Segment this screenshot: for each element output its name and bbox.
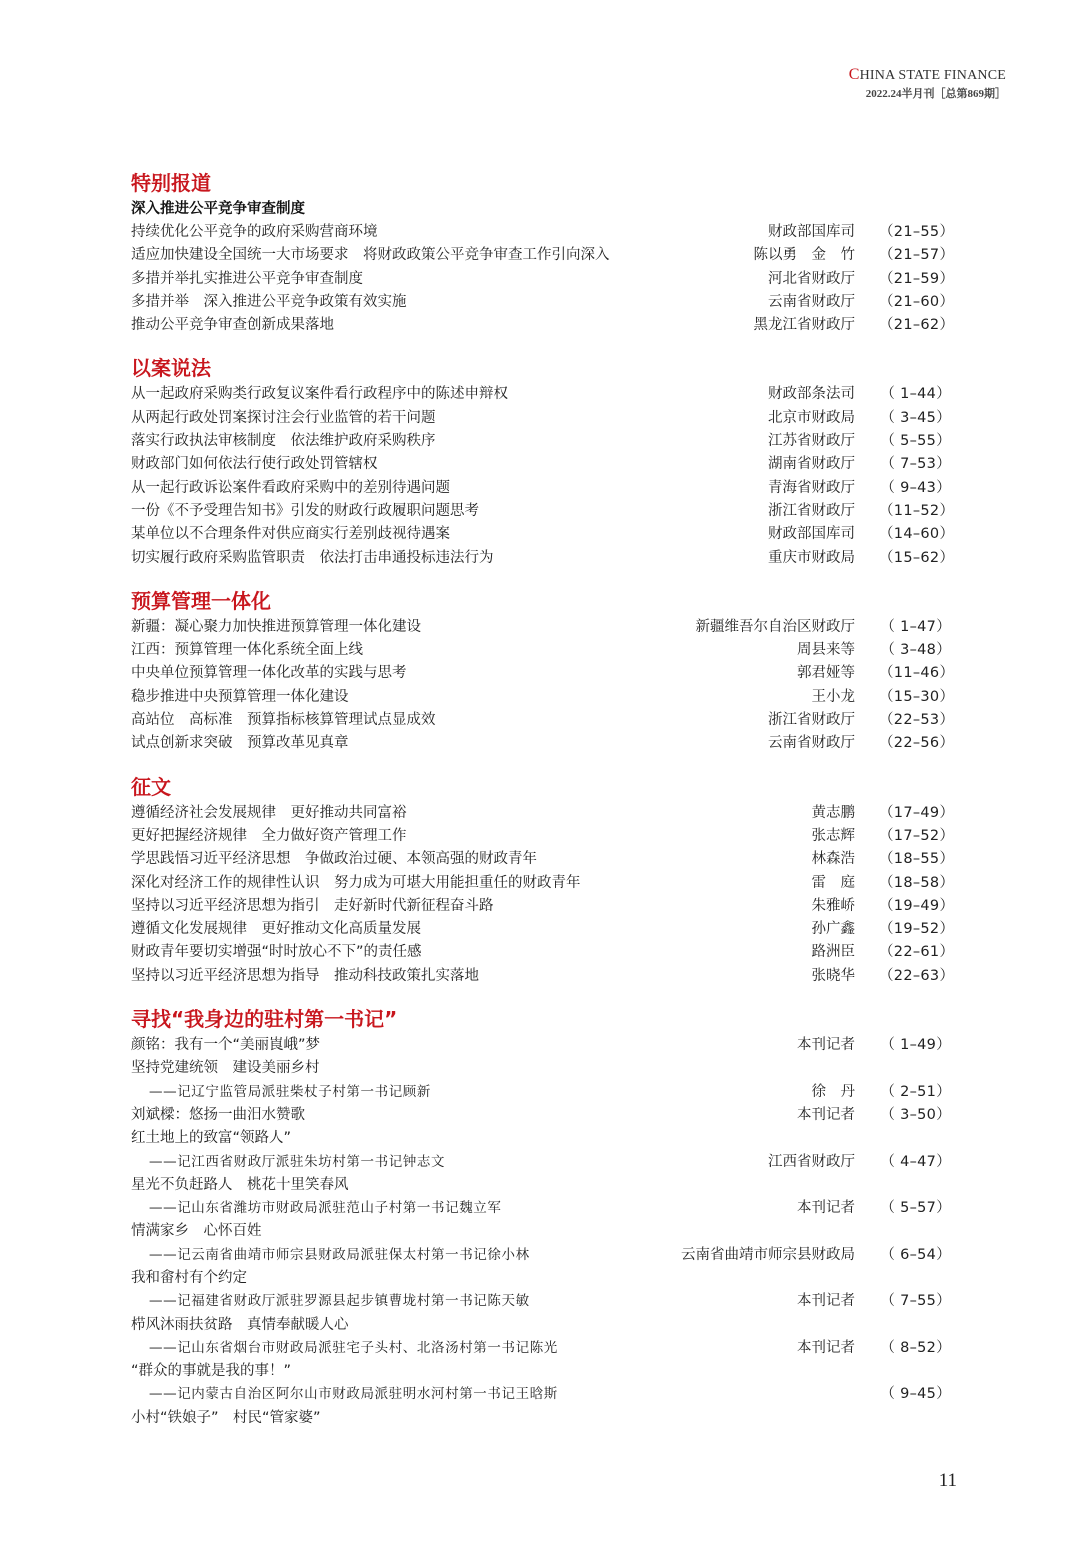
entry-page: （ 5–55） [880,433,951,450]
entry-title: “群众的事就是我的事！” [131,1363,292,1380]
entry-author: 周县来等 [797,642,855,659]
entry-title: 坚持党建统领 建设美丽乡村 [131,1060,320,1077]
magazine-title-initial: C [848,66,860,83]
entry-title: 栉风沐雨扶贫路 真情奉献暖人心 [131,1316,349,1333]
toc-entry[interactable] [131,1081,951,1104]
table-of-contents [131,166,955,1444]
entry-page: （ 3–48） [880,642,951,659]
entry-title: 中央单位预算管理一体化改革的实践与思考 [131,665,407,682]
entry-title: 从一起行政诉讼案件看政府采购中的差别待遇问题 [131,479,450,496]
toc-entry[interactable] [131,430,951,453]
toc-entry[interactable] [131,291,955,314]
entry-page: （22–61） [879,944,955,961]
toc-entry[interactable] [131,1104,951,1127]
toc-entry[interactable] [131,244,955,267]
entry-title: 从一起政府采购类行政复议案件看行政程序中的陈述申辩权 [131,386,508,403]
entry-page: （ 8–52） [880,1339,951,1356]
entry-title: 适应加快建设全国统一大市场要求 将财政政策公平竞争审查工作引向深入 [131,247,610,264]
entry-title: 从两起行政处罚案探讨注会行业监管的若干问题 [131,409,436,426]
entry-title: ——记云南省曲靖市师宗县财政局派驻保太村第一书记徐小林 [149,1246,530,1263]
toc-section [131,770,955,988]
entry-author: 湖南省财政厅 [768,456,855,473]
toc-entry[interactable] [131,1057,951,1080]
entry-page: （11–52） [879,502,955,519]
toc-entry[interactable] [131,709,955,732]
entry-page: （ 1–47） [880,618,951,635]
toc-entry[interactable] [131,965,955,988]
entry-title: 持续优化公平竞争的政府采购营商环境 [131,224,378,240]
entry-title: 落实行政执法审核制度 依法维护政府采购秩序 [131,433,436,450]
entry-page: （ 1–49） [880,1037,951,1054]
entry-title: 小村“铁娘子” 村民“管家婆” [131,1409,321,1426]
entry-author: 北京市财政局 [768,409,855,426]
section-title: 预算管理一体化 [131,588,271,613]
toc-entry[interactable] [131,314,955,337]
entry-title: 新疆：凝心聚力加快推进预算管理一体化建设 [131,618,421,635]
entry-author: 江西省财政厅 [768,1153,855,1170]
entry-title: ——记江西省财政厅派驻朱坊村第一书记钟志文 [149,1153,446,1170]
toc-entry[interactable] [131,1267,951,1290]
toc-entry[interactable] [131,686,955,709]
entry-page: （11–46） [879,665,955,682]
magazine-title [849,66,1006,84]
entry-title: 星光不负赶路人 桃花十里笑春风 [131,1176,349,1193]
toc-entry[interactable] [131,407,951,430]
toc-section [131,584,955,756]
entry-title: 财政青年要切实增强“时时放心不下”的责任感 [131,944,422,961]
entry-title: 坚持以习近平经济思想为指引 走好新时代新征程奋斗路 [131,897,494,914]
entry-page: （22–63） [879,967,955,984]
entry-title: 高站位 高标准 预算指标核算管理试点显成效 [131,712,436,729]
entry-author: 本刊记者 [797,1293,855,1310]
toc-entry[interactable] [131,547,955,570]
entry-author: 郭君娅等 [797,665,855,682]
toc-entry[interactable] [131,383,951,406]
entry-title: 财政部门如何依法行使行政处罚管辖权 [131,456,378,473]
entry-author: 徐 丹 [811,1083,855,1100]
toc-entry[interactable] [131,1174,951,1197]
toc-entry[interactable] [131,1244,951,1267]
entry-author: 财政部条法司 [768,386,855,403]
magazine-title-rest: HINA STATE FINANCE [859,68,1006,83]
entry-page: （ 1–44） [880,386,951,403]
entry-title: ——记福建省财政厅派驻罗源县起步镇曹垅村第一书记陈天敏 [149,1293,530,1310]
entry-author: 新疆维吾尔自治区财政厅 [695,618,855,635]
entry-title: 坚持以习近平经济思想为指导 推动科技政策扎实落地 [131,967,479,984]
toc-entry[interactable] [131,941,955,964]
entry-author: 本刊记者 [797,1037,855,1054]
entry-author: 张志辉 [811,827,855,844]
entry-page: （ 2–51） [880,1083,951,1100]
toc-entry[interactable] [131,802,955,825]
entry-page: （15–30） [879,688,955,705]
entry-page: （ 3–45） [880,409,951,426]
entry-title: 更好把握经济规律 全力做好资产管理工作 [131,827,407,844]
entry-author: 朱雅峤 [811,897,855,914]
toc-entry[interactable] [131,872,955,895]
entry-author: 黑龙江省财政厅 [753,317,855,334]
entry-title: 推动公平竞争审查创新成果落地 [131,317,334,334]
entry-author: 重庆市财政局 [768,549,855,566]
entry-page: （ 7–55） [880,1293,951,1310]
toc-entry[interactable] [131,895,955,918]
entry-page: （18–55） [879,851,955,868]
masthead [849,66,1006,101]
entry-page: （ 4–47） [880,1153,951,1170]
toc-entry[interactable] [131,848,955,871]
entry-author: 黄志鹏 [811,804,855,821]
entry-page: （21–62） [879,317,955,334]
entry-page: （21–60） [879,293,955,310]
toc-entry[interactable] [131,500,955,523]
entry-author: 云南省财政厅 [768,293,855,310]
entry-page: （21–55） [879,224,955,240]
entry-author: 张晓华 [811,967,855,984]
entry-title: 遵循文化发展规律 更好推动文化高质量发展 [131,921,421,938]
entry-author: 孙广鑫 [811,921,855,938]
issue-info: 2022.24半月刊［总第869期］ [865,88,1006,100]
entry-page: （19–49） [879,897,955,914]
entry-title: 切实履行政府采购监管职责 依法打击串通投标违法行为 [131,549,494,566]
entry-title: ——记辽宁监管局派驻柴杖子村第一书记顾新 [149,1083,431,1100]
section-subtitle: 深入推进公平竞争审查制度 [131,201,305,217]
entry-page: （ 6–54） [880,1246,951,1263]
entry-author: 林森浩 [811,851,855,868]
entry-title: 颜铭：我有一个“美丽崀峨”梦 [131,1037,321,1054]
entry-title: 刘斌樑：悠扬一曲汨水赞歌 [131,1106,305,1123]
entry-title: ——记山东省潍坊市财政局派驻范山子村第一书记魏立军 [149,1200,502,1217]
toc-entry[interactable] [131,1314,951,1337]
toc-entry[interactable] [131,1407,951,1430]
entry-page: （19–52） [879,921,955,938]
entry-page: （21–59） [879,270,955,287]
entry-author: 河北省财政厅 [768,270,855,287]
entry-title: ——记山东省烟台市财政局派驻宅子头村、北洛汤村第一书记陈光 [149,1339,558,1356]
entry-page: （17–49） [879,804,955,821]
entry-page: （ 7–53） [880,456,951,473]
entry-title: 一份《不予受理告知书》引发的财政行政履职问题思考 [131,502,479,519]
toc-entry[interactable] [131,662,955,685]
entry-page: （17–52） [879,827,955,844]
entry-page: （ 3–50） [880,1106,951,1123]
entry-author: 财政部国库司 [768,224,855,240]
toc-entry[interactable] [131,1197,951,1220]
entry-page: （ 5–57） [880,1200,951,1217]
toc-entry[interactable] [131,1220,951,1243]
entry-title: 某单位以不合理条件对供应商实行差别歧视待遇案 [131,526,450,543]
entry-title: 遵循经济社会发展规律 更好推动共同富裕 [131,804,407,821]
toc-entry[interactable] [131,1127,951,1150]
toc-entry[interactable] [131,918,955,941]
entry-title: 稳步推进中央预算管理一体化建设 [131,688,349,705]
entry-page: （ 9–45） [880,1386,951,1403]
entry-author: 雷 庭 [811,874,855,891]
toc-entry[interactable] [131,1034,951,1057]
entry-page: （22–53） [879,712,955,729]
entry-title: 江西：预算管理一体化系统全面上线 [131,642,363,659]
entry-author: 浙江省财政厅 [768,502,855,519]
toc-entry[interactable] [131,1337,951,1360]
entry-title: 学思践悟习近平经济思想 争做政治过硬、本领高强的财政青年 [131,851,537,868]
entry-page: （ 9–43） [880,479,951,496]
toc-section [131,166,955,337]
toc-entry[interactable] [131,1383,951,1406]
entry-title: 多措并举扎实推进公平竞争审查制度 [131,270,363,287]
entry-author: 江苏省财政厅 [768,433,855,450]
page-number: 11 [938,1470,957,1491]
entry-author: 路洲臣 [811,944,855,961]
entry-title: 情满家乡 心怀百姓 [131,1223,262,1240]
toc-entry[interactable] [131,639,951,662]
toc-entry[interactable] [131,268,955,291]
entry-page: （14–60） [879,526,955,543]
toc-entry[interactable] [131,1360,951,1383]
entry-title: 我和畲村有个约定 [131,1269,247,1286]
entry-title: ——记内蒙古自治区阿尔山市财政局派驻明水河村第一书记王晗斯 [149,1386,558,1403]
entry-page: （22–56） [879,735,955,752]
entry-title: 深化对经济工作的规律性认识 努力成为可堪大用能担重任的财政青年 [131,874,581,891]
toc-entry[interactable] [131,825,955,848]
section-title: 以案说法 [131,356,211,381]
entry-page: （15–62） [879,549,955,566]
toc-section [131,351,955,569]
toc-entry[interactable] [131,1151,951,1174]
entry-author: 王小龙 [811,688,855,705]
section-title: 寻找“我身边的驻村第一书记” [131,1007,398,1032]
entry-author: 本刊记者 [797,1200,855,1217]
toc-entry[interactable] [131,523,955,546]
entry-author: 陈以勇 金 竹 [753,247,855,264]
entry-page: （18–58） [879,874,955,891]
toc-entry[interactable] [131,221,955,244]
entry-author: 本刊记者 [797,1106,855,1123]
toc-entry[interactable] [131,477,951,500]
section-title: 特别报道 [131,171,211,195]
entry-author: 青海省财政厅 [768,479,855,496]
toc-entry[interactable] [131,616,951,639]
toc-entry[interactable] [131,1290,951,1313]
toc-section [131,1002,951,1430]
entry-title: 多措并举 深入推进公平竞争政策有效实施 [131,293,407,310]
toc-entry[interactable] [131,732,955,755]
toc-entry[interactable] [131,453,951,476]
entry-author: 云南省财政厅 [768,735,855,752]
section-title: 征文 [131,774,171,799]
entry-title: 红土地上的致富“领路人” [131,1130,292,1147]
entry-page: （21–57） [879,247,955,264]
entry-author: 财政部国库司 [768,526,855,543]
entry-author: 本刊记者 [797,1339,855,1356]
entry-author: 浙江省财政厅 [768,712,855,729]
entry-title: 试点创新求突破 预算改革见真章 [131,735,349,752]
entry-author: 云南省曲靖市师宗县财政局 [681,1246,855,1263]
